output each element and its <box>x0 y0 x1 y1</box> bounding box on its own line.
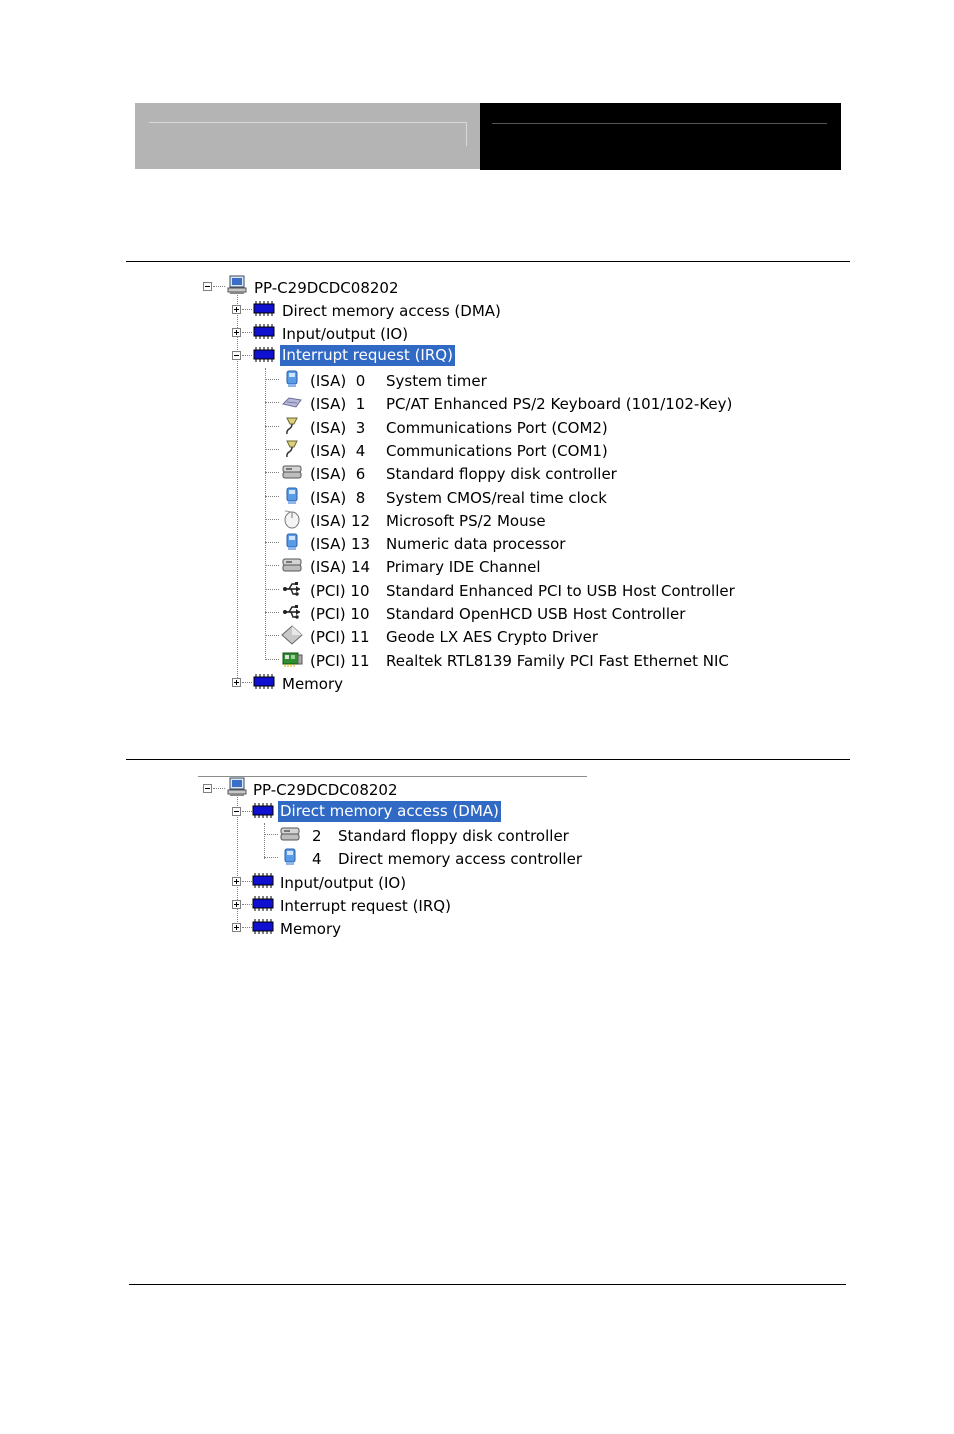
category-label: Input/output (IO) <box>280 874 407 892</box>
device-name: PC/AT Enhanced PS/2 Keyboard (101/102-Key) <box>386 395 733 414</box>
tree-connector <box>264 823 265 859</box>
resource-chip-icon <box>252 917 274 937</box>
resource-setting: 2 <box>312 827 322 845</box>
footer-divider <box>129 1284 846 1285</box>
category-label: Direct memory access (DMA) <box>282 302 501 320</box>
device-name: Direct memory access controller <box>338 850 582 868</box>
expand-toggle[interactable] <box>232 678 241 687</box>
network-card-icon <box>281 649 303 676</box>
device-name: Microsoft PS/2 Mouse <box>386 511 546 530</box>
device-name: Standard Enhanced PCI to USB Host Controller <box>386 581 735 600</box>
resource-chip-icon <box>253 299 275 319</box>
tree-connector <box>265 589 279 590</box>
tree-connector <box>264 834 278 835</box>
section-divider <box>126 261 850 262</box>
resource-setting: (ISA) 6 <box>310 465 366 484</box>
expand-toggle[interactable] <box>232 877 241 886</box>
collapse-toggle[interactable] <box>232 807 241 816</box>
tree-connector <box>265 519 279 520</box>
resource-chip-icon <box>253 345 275 365</box>
tree-connector <box>265 368 266 660</box>
tree-connector <box>265 659 279 660</box>
expand-toggle[interactable] <box>232 328 241 337</box>
resource-setting: (PCI) 11 <box>310 651 370 670</box>
header-banner-left <box>135 103 480 169</box>
resource-setting: (PCI) 11 <box>310 628 370 647</box>
category-label: Input/output (IO) <box>282 325 409 343</box>
category-label-selected: Direct memory access (DMA) <box>280 802 499 820</box>
expand-toggle[interactable] <box>232 923 241 932</box>
device-name: Communications Port (COM1) <box>386 441 608 460</box>
resource-chip-icon <box>253 672 275 692</box>
device-name: Standard OpenHCD USB Host Controller <box>386 605 686 623</box>
resource-setting: (PCI) 10 <box>310 605 370 623</box>
collapse-toggle[interactable] <box>203 784 212 793</box>
system-device-icon <box>279 847 301 874</box>
device-name: Primary IDE Channel <box>386 558 541 577</box>
category-label: Interrupt request (IRQ) <box>280 897 451 915</box>
tree-connector <box>264 857 278 858</box>
tree-frame-top <box>198 776 587 777</box>
resource-setting: (ISA) 1 <box>310 395 366 414</box>
section-divider <box>126 759 850 760</box>
header-banner-right <box>480 103 841 170</box>
device-name: Standard floppy disk controller <box>338 827 569 845</box>
tree-root-label: PP-C29DCDC08202 <box>253 781 398 799</box>
device-name: Standard floppy disk controller <box>386 465 617 484</box>
header-rule <box>492 123 827 124</box>
category-label: Memory <box>280 920 342 938</box>
category-label-selected: Interrupt request (IRQ) <box>282 346 453 364</box>
header-rule <box>149 122 467 123</box>
expand-toggle[interactable] <box>232 900 241 909</box>
tree-connector <box>265 542 279 543</box>
collapse-toggle[interactable] <box>232 351 241 360</box>
resource-setting: 4 <box>312 850 322 868</box>
tree-connector <box>265 449 279 450</box>
tree-connector <box>265 612 279 613</box>
tree-root-label: PP-C29DCDC08202 <box>254 279 399 297</box>
tree-connector <box>265 635 279 636</box>
collapse-toggle[interactable] <box>203 282 212 291</box>
device-name: Numeric data processor <box>386 535 566 554</box>
resource-chip-icon <box>252 894 274 914</box>
tree-connector <box>265 379 279 380</box>
resource-setting: (ISA) 3 <box>310 418 366 437</box>
resource-chip-icon <box>252 871 274 891</box>
tree-connector <box>265 496 279 497</box>
device-name: Geode LX AES Crypto Driver <box>386 628 598 647</box>
tree-connector <box>265 472 279 473</box>
category-label: Memory <box>282 675 344 693</box>
resource-chip-icon <box>252 801 274 821</box>
tree-connector <box>265 565 279 566</box>
resource-setting: (ISA) 13 <box>310 535 371 554</box>
header-tick <box>466 122 467 146</box>
resource-setting: (ISA) 14 <box>310 558 371 577</box>
resource-chip-icon <box>253 322 275 342</box>
device-name: Realtek RTL8139 Family PCI Fast Ethernet NIC <box>386 651 729 670</box>
resource-setting: (ISA) 0 <box>310 372 366 390</box>
tree-connector <box>265 402 279 403</box>
resource-setting: (ISA) 4 <box>310 441 366 460</box>
computer-icon <box>226 777 248 797</box>
expand-toggle[interactable] <box>232 305 241 314</box>
computer-icon <box>226 275 248 295</box>
device-name: System CMOS/real time clock <box>386 488 607 507</box>
resource-setting: (ISA) 12 <box>310 511 371 530</box>
resource-setting: (PCI) 10 <box>310 581 370 600</box>
tree-connector <box>265 426 279 427</box>
device-name: Communications Port (COM2) <box>386 418 608 437</box>
device-name: System timer <box>386 372 487 390</box>
resource-setting: (ISA) 8 <box>310 488 366 507</box>
